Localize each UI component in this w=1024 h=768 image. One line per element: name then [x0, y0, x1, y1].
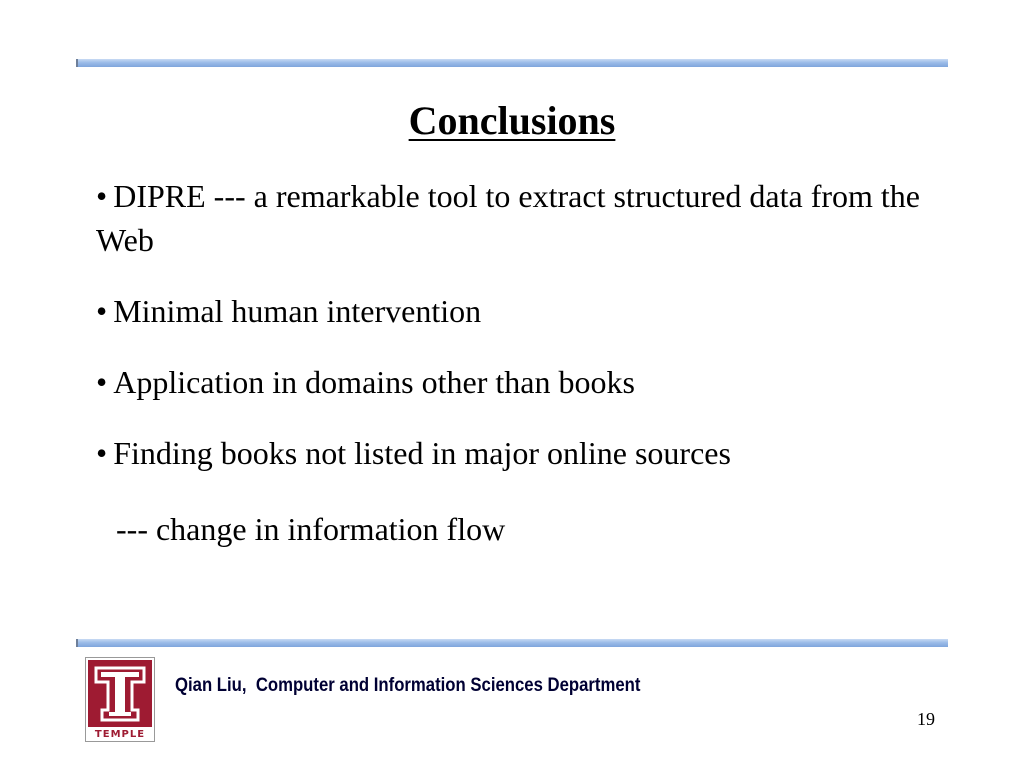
bullet-item [96, 431, 926, 475]
continuation-line: --- change in information flow [116, 511, 506, 547]
bullet-icon: • [96, 364, 108, 400]
bullet-text: Finding books not listed in major online sources [113, 435, 731, 471]
bullet-list [96, 174, 926, 502]
temple-t-glyph [88, 660, 152, 727]
temple-logo [85, 657, 155, 742]
bullet-text: DIPRE --- a remarkable tool to extract structured data from the Web [96, 178, 920, 258]
bullet-text: Minimal human intervention [113, 293, 482, 329]
slide-title: Conclusions [408, 98, 616, 143]
bullet-icon: • [96, 293, 108, 329]
bullet-icon: • [96, 178, 108, 214]
bullet-item [96, 360, 926, 404]
bullet-item [96, 174, 926, 262]
bullet-icon: • [96, 435, 108, 471]
page-number: 19 [917, 709, 935, 729]
bottom-divider-rule [76, 639, 948, 647]
top-divider-rule [76, 59, 948, 67]
bullet-text: Application in domains other than books [113, 364, 635, 400]
temple-t-icon [88, 660, 152, 727]
bullet-item [96, 289, 926, 333]
logo-wordmark: TEMPLE [94, 729, 146, 740]
footer-author-line: Qian Liu, Computer and Information Sciences Department [175, 675, 641, 696]
